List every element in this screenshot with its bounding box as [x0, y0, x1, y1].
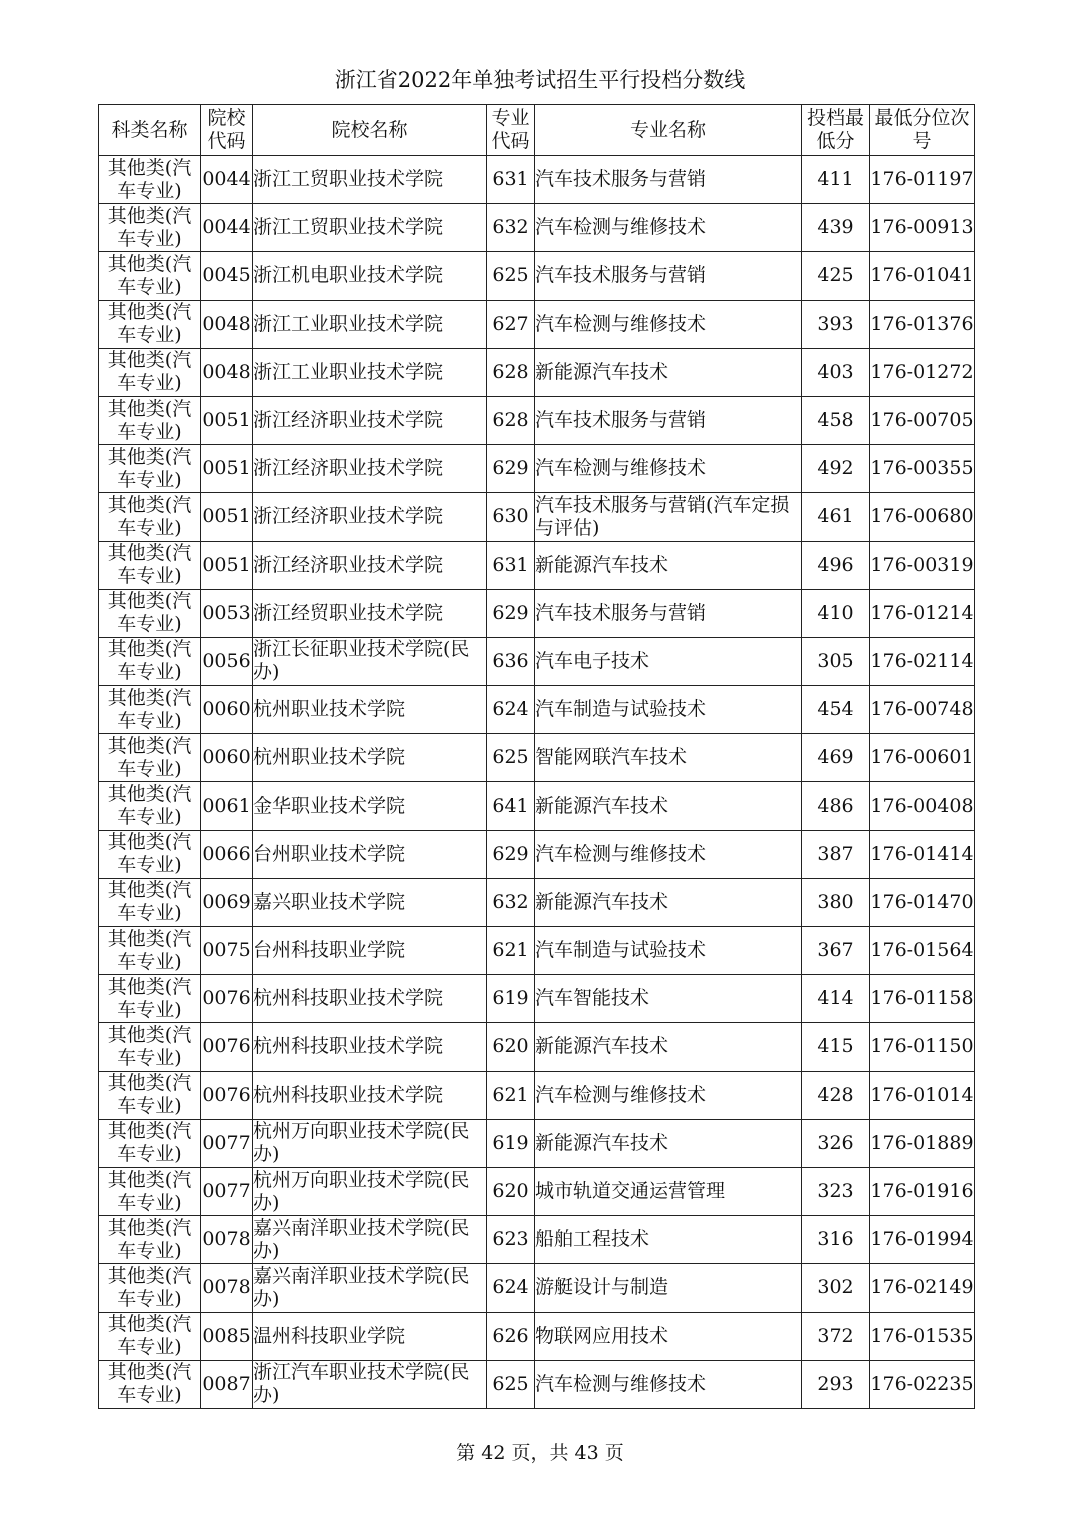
cell-subject: 其他类(汽车专业) [99, 878, 201, 926]
cell-major-name: 汽车技术服务与营销 [535, 589, 802, 637]
cell-major-code: 630 [487, 493, 535, 541]
cell-school-name: 浙江经济职业技术学院 [253, 541, 487, 589]
table-row [99, 1167, 975, 1215]
cell-school-name: 浙江经济职业技术学院 [253, 445, 487, 493]
table-row [99, 541, 975, 589]
cell-major-name: 汽车智能技术 [535, 975, 802, 1023]
table-row [99, 686, 975, 734]
cell-subject: 其他类(汽车专业) [99, 734, 201, 782]
cell-school-name: 浙江工业职业技术学院 [253, 348, 487, 396]
cell-major-code: 628 [487, 348, 535, 396]
cell-major-name: 汽车技术服务与营销 [535, 396, 802, 444]
cell-subject: 其他类(汽车专业) [99, 782, 201, 830]
table-row [99, 1071, 975, 1119]
cell-min-score: 323 [802, 1167, 870, 1215]
table-row [99, 1216, 975, 1264]
cell-min-rank: 176-01994 [870, 1216, 975, 1264]
cell-min-rank: 176-01272 [870, 348, 975, 396]
cell-school-code: 0075 [201, 927, 253, 975]
cell-subject: 其他类(汽车专业) [99, 975, 201, 1023]
table-row [99, 734, 975, 782]
table-row [99, 782, 975, 830]
cell-major-code: 626 [487, 1312, 535, 1360]
cell-major-code: 631 [487, 156, 535, 204]
cell-min-rank: 176-01158 [870, 975, 975, 1023]
table-row [99, 204, 975, 252]
cell-school-code: 0051 [201, 445, 253, 493]
cell-subject: 其他类(汽车专业) [99, 300, 201, 348]
cell-school-code: 0060 [201, 734, 253, 782]
cell-major-code: 625 [487, 252, 535, 300]
table-header-row [99, 105, 975, 156]
cell-school-name: 浙江长征职业技术学院(民办) [253, 637, 487, 685]
cell-major-name: 汽车检测与维修技术 [535, 300, 802, 348]
cell-school-name: 嘉兴南洋职业技术学院(民办) [253, 1264, 487, 1312]
cell-min-rank: 176-00601 [870, 734, 975, 782]
cell-min-rank: 176-00355 [870, 445, 975, 493]
cell-subject: 其他类(汽车专业) [99, 396, 201, 444]
cell-min-score: 302 [802, 1264, 870, 1312]
cell-school-name: 嘉兴职业技术学院 [253, 878, 487, 926]
cell-min-score: 326 [802, 1119, 870, 1167]
cell-school-code: 0085 [201, 1312, 253, 1360]
cell-subject: 其他类(汽车专业) [99, 830, 201, 878]
table-row [99, 637, 975, 685]
table-row [99, 1119, 975, 1167]
cell-school-name: 台州职业技术学院 [253, 830, 487, 878]
header-school-code: 院校代码 [201, 105, 253, 156]
cell-school-code: 0060 [201, 686, 253, 734]
cell-subject: 其他类(汽车专业) [99, 589, 201, 637]
cell-school-name: 浙江工业职业技术学院 [253, 300, 487, 348]
cell-subject: 其他类(汽车专业) [99, 686, 201, 734]
cell-min-rank: 176-02149 [870, 1264, 975, 1312]
score-table [98, 104, 975, 1409]
cell-school-code: 0048 [201, 348, 253, 396]
table-row [99, 348, 975, 396]
table-row [99, 878, 975, 926]
cell-min-score: 387 [802, 830, 870, 878]
cell-school-code: 0076 [201, 1023, 253, 1071]
cell-min-score: 439 [802, 204, 870, 252]
cell-min-score: 454 [802, 686, 870, 734]
header-min-rank: 最低分位次号 [870, 105, 975, 156]
cell-major-name: 船舶工程技术 [535, 1216, 802, 1264]
header-min-score: 投档最低分 [802, 105, 870, 156]
table-row [99, 589, 975, 637]
cell-school-name: 浙江机电职业技术学院 [253, 252, 487, 300]
cell-major-code: 621 [487, 927, 535, 975]
cell-school-name: 杭州科技职业技术学院 [253, 975, 487, 1023]
cell-subject: 其他类(汽车专业) [99, 1264, 201, 1312]
cell-min-rank: 176-00680 [870, 493, 975, 541]
cell-school-name: 台州科技职业学院 [253, 927, 487, 975]
cell-min-score: 393 [802, 300, 870, 348]
cell-subject: 其他类(汽车专业) [99, 1312, 201, 1360]
header-subject: 科类名称 [99, 105, 201, 156]
cell-school-code: 0078 [201, 1216, 253, 1264]
cell-major-code: 625 [487, 734, 535, 782]
cell-major-code: 628 [487, 396, 535, 444]
cell-min-rank: 176-01376 [870, 300, 975, 348]
cell-school-code: 0078 [201, 1264, 253, 1312]
cell-min-rank: 176-00705 [870, 396, 975, 444]
cell-school-name: 浙江经济职业技术学院 [253, 493, 487, 541]
cell-school-name: 浙江经贸职业技术学院 [253, 589, 487, 637]
cell-min-score: 293 [802, 1360, 870, 1408]
cell-major-code: 629 [487, 830, 535, 878]
cell-major-code: 625 [487, 1360, 535, 1408]
cell-school-code: 0051 [201, 493, 253, 541]
cell-major-code: 619 [487, 1119, 535, 1167]
cell-min-rank: 176-01889 [870, 1119, 975, 1167]
cell-school-code: 0044 [201, 156, 253, 204]
cell-major-name: 汽车检测与维修技术 [535, 1071, 802, 1119]
cell-min-rank: 176-00408 [870, 782, 975, 830]
cell-major-code: 619 [487, 975, 535, 1023]
cell-min-score: 380 [802, 878, 870, 926]
cell-school-name: 浙江工贸职业技术学院 [253, 204, 487, 252]
cell-subject: 其他类(汽车专业) [99, 204, 201, 252]
cell-min-score: 305 [802, 637, 870, 685]
cell-major-code: 641 [487, 782, 535, 830]
cell-school-code: 0051 [201, 396, 253, 444]
cell-major-name: 游艇设计与制造 [535, 1264, 802, 1312]
table-row [99, 493, 975, 541]
cell-min-rank: 176-01414 [870, 830, 975, 878]
cell-major-code: 620 [487, 1023, 535, 1071]
cell-major-name: 汽车制造与试验技术 [535, 686, 802, 734]
cell-min-rank: 176-01535 [870, 1312, 975, 1360]
cell-major-name: 汽车技术服务与营销 [535, 252, 802, 300]
cell-min-rank: 176-01150 [870, 1023, 975, 1071]
header-major-name: 专业名称 [535, 105, 802, 156]
cell-min-score: 411 [802, 156, 870, 204]
cell-school-code: 0069 [201, 878, 253, 926]
cell-major-name: 汽车检测与维修技术 [535, 204, 802, 252]
table-row [99, 830, 975, 878]
cell-major-name: 汽车技术服务与营销 [535, 156, 802, 204]
cell-min-score: 492 [802, 445, 870, 493]
cell-school-name: 金华职业技术学院 [253, 782, 487, 830]
cell-school-code: 0076 [201, 975, 253, 1023]
cell-major-code: 627 [487, 300, 535, 348]
cell-school-name: 温州科技职业学院 [253, 1312, 487, 1360]
cell-school-code: 0077 [201, 1167, 253, 1215]
cell-min-score: 428 [802, 1071, 870, 1119]
cell-major-code: 636 [487, 637, 535, 685]
table-row [99, 975, 975, 1023]
table-row [99, 1264, 975, 1312]
cell-min-rank: 176-00319 [870, 541, 975, 589]
cell-min-rank: 176-01564 [870, 927, 975, 975]
cell-major-code: 620 [487, 1167, 535, 1215]
cell-subject: 其他类(汽车专业) [99, 1167, 201, 1215]
cell-school-name: 杭州职业技术学院 [253, 734, 487, 782]
cell-subject: 其他类(汽车专业) [99, 493, 201, 541]
cell-min-rank: 176-01916 [870, 1167, 975, 1215]
cell-major-name: 汽车电子技术 [535, 637, 802, 685]
cell-major-code: 629 [487, 589, 535, 637]
table-row [99, 445, 975, 493]
cell-major-code: 624 [487, 1264, 535, 1312]
table-row [99, 927, 975, 975]
cell-min-rank: 176-02114 [870, 637, 975, 685]
table-row [99, 1023, 975, 1071]
cell-school-code: 0044 [201, 204, 253, 252]
cell-school-code: 0061 [201, 782, 253, 830]
cell-school-code: 0053 [201, 589, 253, 637]
cell-major-name: 新能源汽车技术 [535, 348, 802, 396]
cell-min-score: 415 [802, 1023, 870, 1071]
cell-min-score: 486 [802, 782, 870, 830]
cell-min-rank: 176-02235 [870, 1360, 975, 1408]
cell-major-name: 汽车检测与维修技术 [535, 445, 802, 493]
cell-min-score: 403 [802, 348, 870, 396]
cell-min-score: 425 [802, 252, 870, 300]
cell-min-score: 316 [802, 1216, 870, 1264]
cell-min-score: 458 [802, 396, 870, 444]
cell-min-score: 410 [802, 589, 870, 637]
cell-min-score: 372 [802, 1312, 870, 1360]
cell-min-rank: 176-00913 [870, 204, 975, 252]
cell-major-code: 632 [487, 878, 535, 926]
cell-subject: 其他类(汽车专业) [99, 1360, 201, 1408]
cell-min-rank: 176-01197 [870, 156, 975, 204]
cell-school-name: 浙江工贸职业技术学院 [253, 156, 487, 204]
cell-school-code: 0051 [201, 541, 253, 589]
cell-major-name: 汽车检测与维修技术 [535, 1360, 802, 1408]
table-row [99, 300, 975, 348]
cell-major-code: 624 [487, 686, 535, 734]
cell-major-name: 城市轨道交通运营管理 [535, 1167, 802, 1215]
table-row [99, 396, 975, 444]
cell-major-name: 汽车技术服务与营销(汽车定损与评估) [535, 493, 802, 541]
table-row [99, 1360, 975, 1408]
cell-school-code: 0066 [201, 830, 253, 878]
cell-major-code: 621 [487, 1071, 535, 1119]
cell-subject: 其他类(汽车专业) [99, 541, 201, 589]
cell-min-score: 469 [802, 734, 870, 782]
cell-school-code: 0077 [201, 1119, 253, 1167]
cell-subject: 其他类(汽车专业) [99, 1071, 201, 1119]
cell-school-name: 杭州职业技术学院 [253, 686, 487, 734]
cell-min-rank: 176-01041 [870, 252, 975, 300]
cell-subject: 其他类(汽车专业) [99, 445, 201, 493]
cell-school-name: 嘉兴南洋职业技术学院(民办) [253, 1216, 487, 1264]
cell-subject: 其他类(汽车专业) [99, 156, 201, 204]
cell-school-name: 浙江经济职业技术学院 [253, 396, 487, 444]
cell-major-code: 631 [487, 541, 535, 589]
table-row [99, 156, 975, 204]
cell-major-name: 新能源汽车技术 [535, 541, 802, 589]
cell-min-score: 461 [802, 493, 870, 541]
cell-subject: 其他类(汽车专业) [99, 1023, 201, 1071]
cell-school-name: 杭州科技职业技术学院 [253, 1071, 487, 1119]
cell-school-code: 0087 [201, 1360, 253, 1408]
cell-subject: 其他类(汽车专业) [99, 1216, 201, 1264]
cell-min-rank: 176-01214 [870, 589, 975, 637]
cell-major-name: 汽车检测与维修技术 [535, 830, 802, 878]
cell-subject: 其他类(汽车专业) [99, 348, 201, 396]
cell-min-score: 496 [802, 541, 870, 589]
cell-school-code: 0045 [201, 252, 253, 300]
cell-subject: 其他类(汽车专业) [99, 927, 201, 975]
cell-school-code: 0056 [201, 637, 253, 685]
cell-major-name: 新能源汽车技术 [535, 1023, 802, 1071]
cell-min-rank: 176-01014 [870, 1071, 975, 1119]
cell-major-code: 632 [487, 204, 535, 252]
cell-major-name: 新能源汽车技术 [535, 782, 802, 830]
cell-school-code: 0048 [201, 300, 253, 348]
header-school-name: 院校名称 [253, 105, 487, 156]
table-row [99, 1312, 975, 1360]
cell-major-code: 629 [487, 445, 535, 493]
cell-min-rank: 176-01470 [870, 878, 975, 926]
cell-school-name: 杭州万向职业技术学院(民办) [253, 1167, 487, 1215]
cell-major-name: 物联网应用技术 [535, 1312, 802, 1360]
cell-major-name: 新能源汽车技术 [535, 878, 802, 926]
cell-school-code: 0076 [201, 1071, 253, 1119]
page-footer: 第 42 页，共 43 页 [456, 1442, 624, 1464]
cell-major-name: 汽车制造与试验技术 [535, 927, 802, 975]
page-title: 浙江省2022年单独考试招生平行投档分数线 [334, 68, 746, 92]
cell-major-code: 623 [487, 1216, 535, 1264]
cell-school-name: 浙江汽车职业技术学院(民办) [253, 1360, 487, 1408]
cell-major-name: 智能网联汽车技术 [535, 734, 802, 782]
cell-school-name: 杭州科技职业技术学院 [253, 1023, 487, 1071]
cell-min-rank: 176-00748 [870, 686, 975, 734]
header-major-code: 专业代码 [487, 105, 535, 156]
cell-subject: 其他类(汽车专业) [99, 1119, 201, 1167]
cell-subject: 其他类(汽车专业) [99, 637, 201, 685]
cell-major-name: 新能源汽车技术 [535, 1119, 802, 1167]
cell-subject: 其他类(汽车专业) [99, 252, 201, 300]
table-row [99, 252, 975, 300]
cell-school-name: 杭州万向职业技术学院(民办) [253, 1119, 487, 1167]
cell-min-score: 367 [802, 927, 870, 975]
cell-min-score: 414 [802, 975, 870, 1023]
